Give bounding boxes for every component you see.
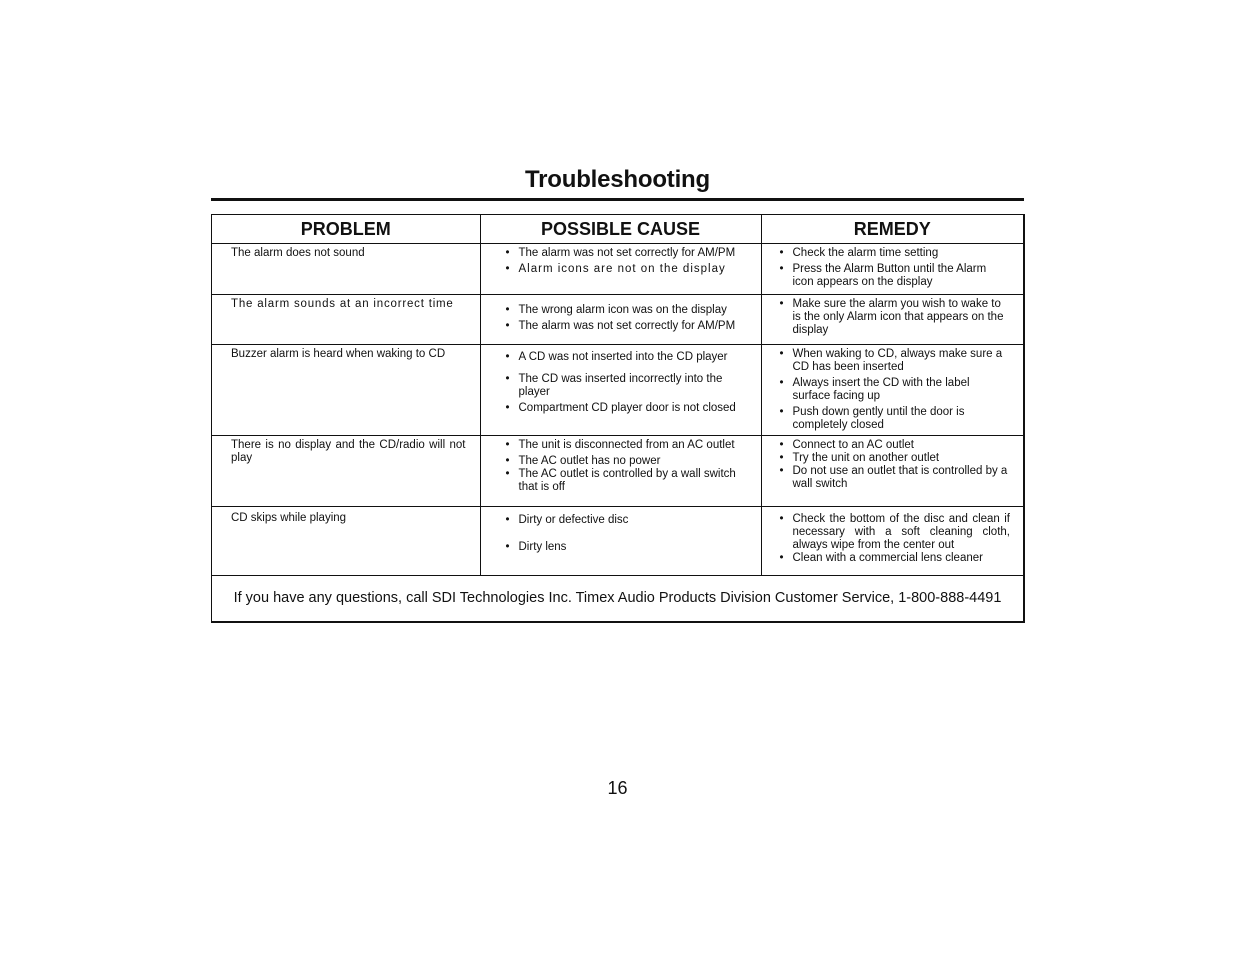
remedy-item: • Always insert the CD with the label surface facing up [780, 377, 1011, 403]
remedy-item: • Make sure the alarm you wish to wake to is the only Alarm icon that appears on the display [780, 298, 1011, 337]
cause-list [481, 295, 761, 333]
customer-service-note: If you have any questions, call SDI Technologies Inc. Timex Audio Products Division Customer Service, 1-800-888-4491 [233, 590, 1002, 606]
cause-cell [480, 507, 761, 576]
footer-row [212, 576, 1023, 653]
cause-item: • The alarm was not set correctly for AM/PM [506, 247, 747, 260]
remedy-cell [761, 244, 1023, 295]
cause-item: • Alarm icons are not on the display [506, 263, 747, 276]
cause-item: • Dirty or defective disc [506, 514, 747, 527]
cause-item: • The AC outlet is controlled by a wall switch that is off [506, 468, 747, 494]
remedy-list [762, 507, 1024, 565]
table-row [212, 244, 1023, 295]
title-divider [211, 198, 1024, 201]
problem-cell: CD skips while playing [212, 507, 480, 576]
remedy-item: • Do not use an outlet that is controlled by a wall switch [780, 465, 1011, 491]
cause-item: • A CD was not inserted into the CD player [506, 351, 747, 364]
cause-list [481, 507, 761, 554]
cause-cell [480, 244, 761, 295]
cause-item: • The CD was inserted incorrectly into the player [506, 373, 747, 399]
troubleshooting-table [211, 214, 1025, 623]
cause-list [481, 345, 761, 415]
table-row [212, 345, 1023, 436]
page-number: 16 [607, 778, 628, 798]
header-problem: PROBLEM [212, 215, 480, 244]
page-title: Troubleshooting [525, 166, 710, 193]
remedy-item: • When waking to CD, always make sure a CD has been inserted [780, 348, 1011, 374]
cause-list [481, 436, 761, 494]
cause-cell [480, 345, 761, 436]
remedy-cell [761, 345, 1023, 436]
table-header-row [212, 215, 1023, 244]
remedy-item: • Push down gently until the door is completely closed [780, 406, 1011, 432]
problem-cell: Buzzer alarm is heard when waking to CD [212, 345, 480, 436]
problem-cell: There is no display and the CD/radio will not play [212, 436, 480, 507]
cause-item: • The wrong alarm icon was on the display [506, 304, 747, 317]
remedy-list [762, 436, 1024, 491]
cause-cell [480, 436, 761, 507]
remedy-list [762, 345, 1024, 432]
cause-item: • The alarm was not set correctly for AM/PM [506, 320, 747, 333]
table-row [212, 295, 1023, 345]
cause-cell [480, 295, 761, 345]
remedy-item: • Check the bottom of the disc and clean if necessary with a soft cleaning cloth, always wipe from the center out [780, 513, 1011, 552]
cause-item: • The unit is disconnected from an AC outlet [506, 439, 747, 452]
remedy-cell [761, 436, 1023, 507]
remedy-item: • Press the Alarm Button until the Alarm icon appears on the display [780, 263, 1011, 289]
table-row [212, 507, 1023, 576]
problem-cell: The alarm does not sound [212, 244, 480, 295]
remedy-item: • Clean with a commercial lens cleaner [780, 552, 1011, 565]
header-remedy: REMEDY [761, 215, 1023, 244]
remedy-item: • Try the unit on another outlet [780, 452, 1011, 465]
cause-item: • Compartment CD player door is not closed [506, 402, 747, 415]
cause-list [481, 244, 761, 276]
cause-item: • Dirty lens [506, 541, 747, 554]
remedy-cell [761, 507, 1023, 576]
remedy-cell [761, 295, 1023, 345]
cause-item: • The AC outlet has no power [506, 455, 747, 468]
remedy-item: • Check the alarm time setting [780, 247, 1011, 260]
remedy-list [762, 244, 1024, 289]
problem-cell: The alarm sounds at an incorrect time [212, 295, 480, 345]
remedy-list [762, 295, 1024, 337]
table-row [212, 436, 1023, 507]
remedy-item: • Connect to an AC outlet [780, 439, 1011, 452]
header-possible-cause: POSSIBLE CAUSE [480, 215, 761, 244]
